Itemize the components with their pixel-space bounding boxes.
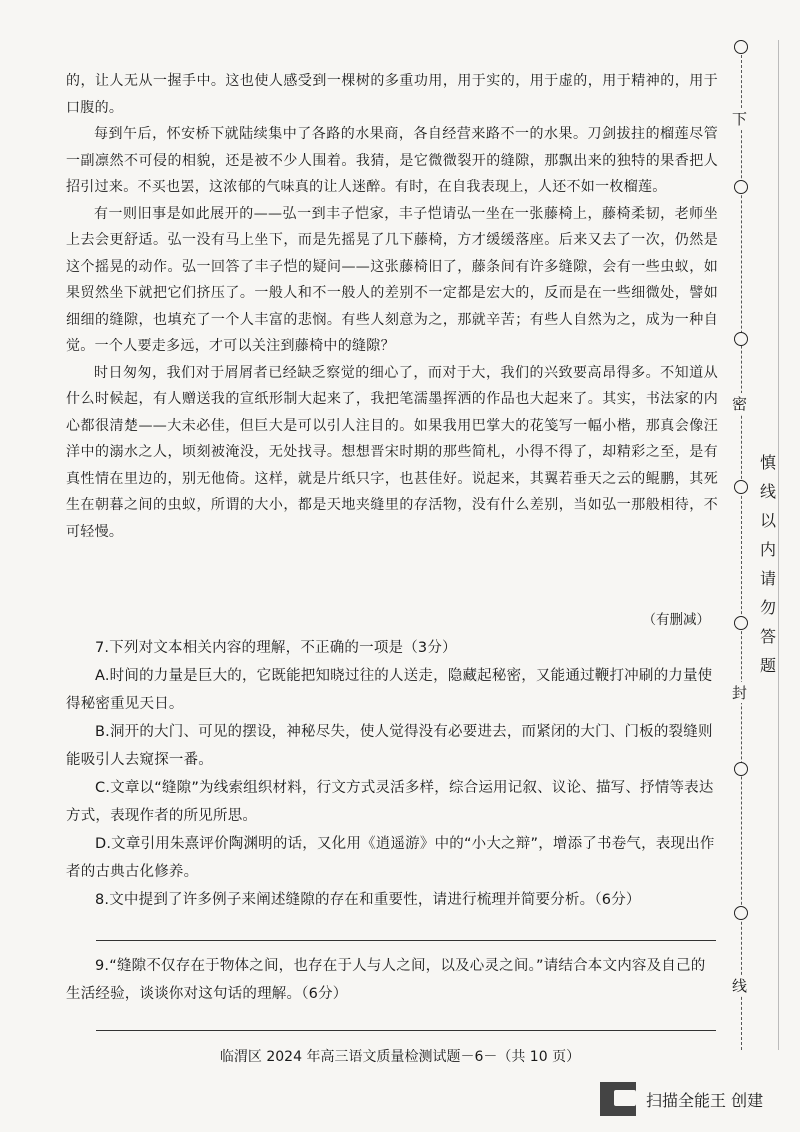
scanner-logo-icon [600, 1082, 636, 1116]
question-9-stem: 9.“缝隙不仅存在于物体之间，也存在于人与人之间，以及心灵之间。”请结合本文内容及自己的生活经验，谈谈你对这句话的理解。（6分） [66, 958, 706, 1002]
binding-circle [734, 762, 748, 776]
binding-circle [734, 332, 748, 346]
article-source-note: （有删减） [642, 612, 710, 628]
binding-edge-line [778, 40, 779, 1050]
question-7-option-a: A.时间的力量是巨大的，它既能把知晓过往的人送走，隐藏起秘密，又能通过鞭打冲刷的力量使得秘密重见天日。 [66, 668, 713, 712]
question-7-option-d: D.文章引用朱熹评价陶渊明的话，又化用《逍遥游》中的“小大之辩”，增添了书卷气，表现出作者的古典古化修养。 [66, 836, 715, 880]
article-body [66, 68, 718, 545]
binding-char-feng: 封 [732, 684, 748, 702]
watermark-text: 扫描全能王 创建 [646, 1090, 764, 1110]
question-7-option-c: C.文章以“缝隙”为线索组织材料，行文方式灵活多样，综合运用记叙、议论、描写、抒情等表达方式，表现作者的所见所思。 [66, 780, 714, 824]
question-8-stem: 8.文中提到了许多例子来阐述缝隙的存在和重要性，请进行梳理并简要分析。（6分） [95, 892, 641, 908]
binding-char-xia: 下 [732, 110, 748, 128]
binding-circle [734, 40, 748, 54]
answer-line [96, 1030, 716, 1031]
question-7-stem: 7.下列对文本相关内容的理解，不正确的一项是（3分） [95, 640, 457, 656]
article-paragraph: 时日匆匆，我们对于屑屑者已经缺乏察觉的细心了，而对于大，我们的兴致要高昂得多。不知道从什么时候起，有人赠送我的宣纸形制大起来了，我把笔濡墨挥洒的作品也大起来了。其实，书法家的内心都很清楚——大未必佳，但巨大是可以引人注目的。如果我用巴掌大的花笺写一幅小楷，那真会像汪洋中的溺水之人，顷刻被淹没，无处找寻。想想晋宋时期的那些简札，小得不得了，却精彩之至，是有真性情在里边的，别无他倚。这样，就是片纸只字，也甚佳好。说起来，其翼若垂天之云的鲲鹏，其死生在朝暮之间的虫蚁，所谓的大小，都是天地夹缝里的存活物，没有什么差别，当如弘一那般相待，不可轻慢。 [66, 364, 718, 540]
notice-char: 以 [759, 511, 776, 530]
notice-char: 勿 [759, 598, 776, 617]
binding-notice [758, 448, 778, 680]
notice-char: 请 [759, 569, 776, 588]
article-paragraph: 每到午后，怀安桥下就陆续集中了各路的水果商，各自经营来路不一的水果。刀剑拔拄的榴莲尽管一副凛然不可侵的相貌，还是被不少人围着。我猜，是它微微裂开的缝隙，那飘出来的独特的果香把人招引过来。不买也罢，这浓郁的气味真的让人迷醉。有时，在自我表现上，人还不如一枚榴莲。 [66, 126, 718, 195]
binding-circle [734, 906, 748, 920]
article-paragraph: 的，让人无从一握手中。这也使人感受到一棵树的多重功用，用于实的，用于虚的，用于精神的，用于口腹的。 [66, 73, 718, 116]
notice-char: 内 [759, 540, 776, 559]
scanner-watermark [600, 1082, 763, 1116]
page-footer: 临渭区 2024 年高三语文质量检测试题－6－（共 10 页） [219, 1049, 581, 1065]
question-7-option-b: B.洞开的大门、可见的摆设，神秘尽失，使人觉得没有必要进去，而紧闭的大门、门板的裂缝则能吸引人去窥探一番。 [66, 724, 713, 768]
notice-char: 慎 [759, 453, 776, 472]
questions-block [66, 634, 718, 914]
binding-circle [734, 480, 748, 494]
binding-char-xian: 线 [732, 977, 748, 995]
binding-char-mi: 密 [732, 395, 748, 413]
notice-char: 答 [759, 627, 776, 646]
notice-char: 线 [759, 482, 776, 501]
answer-line [96, 940, 716, 941]
question-9-block [66, 952, 718, 1008]
binding-circle [734, 616, 748, 630]
binding-circle [734, 180, 748, 194]
article-paragraph: 有一则旧事是如此展开的——弘一到丰子恺家，丰子恺请弘一坐在一张藤椅上，藤椅柔韧，老师坐上去会更舒适。弘一没有马上坐下，而是先摇晃了几下藤椅，方才缓缓落座。后来又去了一次，仍然是这个摇晃的动作。弘一回答了丰子恺的疑问——这张藤椅旧了，藤条间有许多缝隙，会有一些虫蚁，如果贸然坐下就把它们挤压了。一般人和不一般人的差别不一定都是宏大的，反而是在一些细微处，譬如细细的缝隙，也填充了一个人丰富的悲悯。有些人刻意为之，那就辛苦；有些人自然为之，成为一种自觉。一个人要走多远，才可以关注到藤椅中的缝隙？ [66, 205, 718, 354]
notice-char: 题 [759, 656, 776, 675]
